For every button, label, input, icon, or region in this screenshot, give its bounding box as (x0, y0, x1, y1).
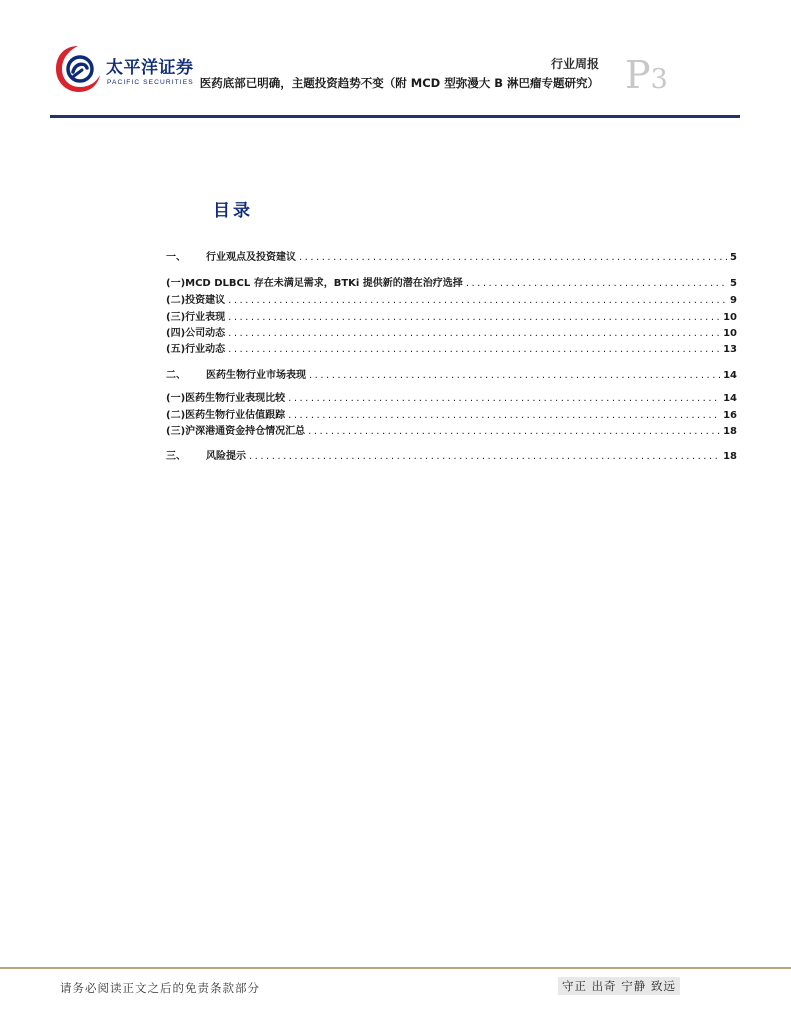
company-emblem-icon (50, 42, 106, 98)
toc-entry[interactable] (166, 274, 737, 290)
toc-entry-page: 16 (723, 410, 737, 421)
toc-leader-dots (228, 312, 720, 323)
toc-entry-page: 13 (723, 344, 737, 355)
toc-entry-number: (四) (166, 328, 186, 339)
toc-entry[interactable] (166, 447, 737, 463)
toc-entry-number: (三) (166, 426, 186, 437)
toc-leader-dots (299, 252, 727, 263)
toc-heading: 目录 (213, 201, 253, 221)
toc-entry-page: 9 (730, 295, 737, 306)
header-divider (50, 115, 740, 118)
toc-entry-label: 行业观点及投资建议 (206, 252, 296, 263)
toc-entry[interactable] (166, 406, 737, 422)
page-letter: P (625, 53, 651, 97)
toc-entry[interactable] (166, 248, 737, 264)
toc-leader-dots (228, 328, 720, 339)
toc-entry[interactable] (166, 308, 737, 324)
toc-entry[interactable] (166, 422, 737, 438)
toc-leader-dots (288, 393, 720, 404)
disclaimer-note: 请务必阅读正文之后的免责条款部分 (60, 981, 260, 995)
toc-leader-dots (308, 426, 720, 437)
toc-entry-number: 三、 (166, 451, 186, 462)
toc-entry-page: 18 (723, 426, 737, 437)
toc-leader-dots (228, 295, 727, 306)
toc-leader-dots (309, 370, 720, 381)
toc-entry-label: 公司动态 (185, 328, 226, 339)
company-slogan: 守正 出奇 宁静 致远 (558, 977, 680, 995)
toc-entry-page: 14 (723, 393, 737, 404)
toc-entry-label: 风险提示 (206, 451, 246, 462)
toc-entry-number: (二) (166, 410, 186, 421)
toc-entry-number: (一) (166, 278, 186, 289)
toc-entry-number: (二) (166, 295, 186, 306)
toc-entry-label: 医药生物行业估值跟踪 (185, 410, 286, 421)
page-number-label (625, 53, 668, 97)
toc-entry-label: 投资建议 (185, 295, 226, 306)
toc-entry-page: 10 (723, 312, 737, 323)
toc-entry[interactable] (166, 389, 737, 405)
toc-entry-page: 14 (723, 370, 737, 381)
report-title: 医药底部已明确，主题投资趋势不变（附 MCD 型弥漫大 B 淋巴瘤专题研究） (199, 76, 599, 90)
toc-entry-label: MCD DLBCL 存在未满足需求，BTKi 提供新的潜在治疗选择 (185, 278, 463, 289)
toc-entry-label: 医药生物行业表现比较 (185, 393, 286, 404)
toc-entry-page: 5 (730, 278, 737, 289)
toc-entry-number: 一、 (166, 252, 186, 263)
toc-leader-dots (228, 344, 720, 355)
toc-entry-number: (三) (166, 312, 186, 323)
toc-entry-page: 10 (723, 328, 737, 339)
toc-leader-dots (466, 278, 727, 289)
toc-entry-number: 二、 (166, 370, 186, 381)
footer-divider (0, 967, 791, 969)
toc-entry[interactable] (166, 324, 737, 340)
toc-entry[interactable] (166, 340, 737, 356)
toc-entry-page: 5 (730, 252, 737, 263)
report-type-label: 行业周报 (550, 57, 599, 71)
toc-entry-label: 医药生物行业市场表现 (206, 370, 306, 381)
logo-english-name: PACIFIC SECURITIES (107, 79, 194, 86)
toc-entry[interactable] (166, 291, 737, 307)
toc-entry-label: 沪深港通资金持仓情况汇总 (185, 426, 306, 437)
toc-entry-label: 行业动态 (185, 344, 226, 355)
logo-chinese-name: 太平洋证券 (106, 58, 194, 78)
toc-entry-number: (五) (166, 344, 186, 355)
toc-entry-page: 18 (723, 451, 737, 462)
toc-leader-dots (249, 451, 720, 462)
page-number: 3 (650, 64, 668, 95)
toc-leader-dots (288, 410, 720, 421)
toc-entry-label: 行业表现 (185, 312, 226, 323)
toc-entry[interactable] (166, 366, 737, 382)
toc-entry-number: (一) (166, 393, 186, 404)
